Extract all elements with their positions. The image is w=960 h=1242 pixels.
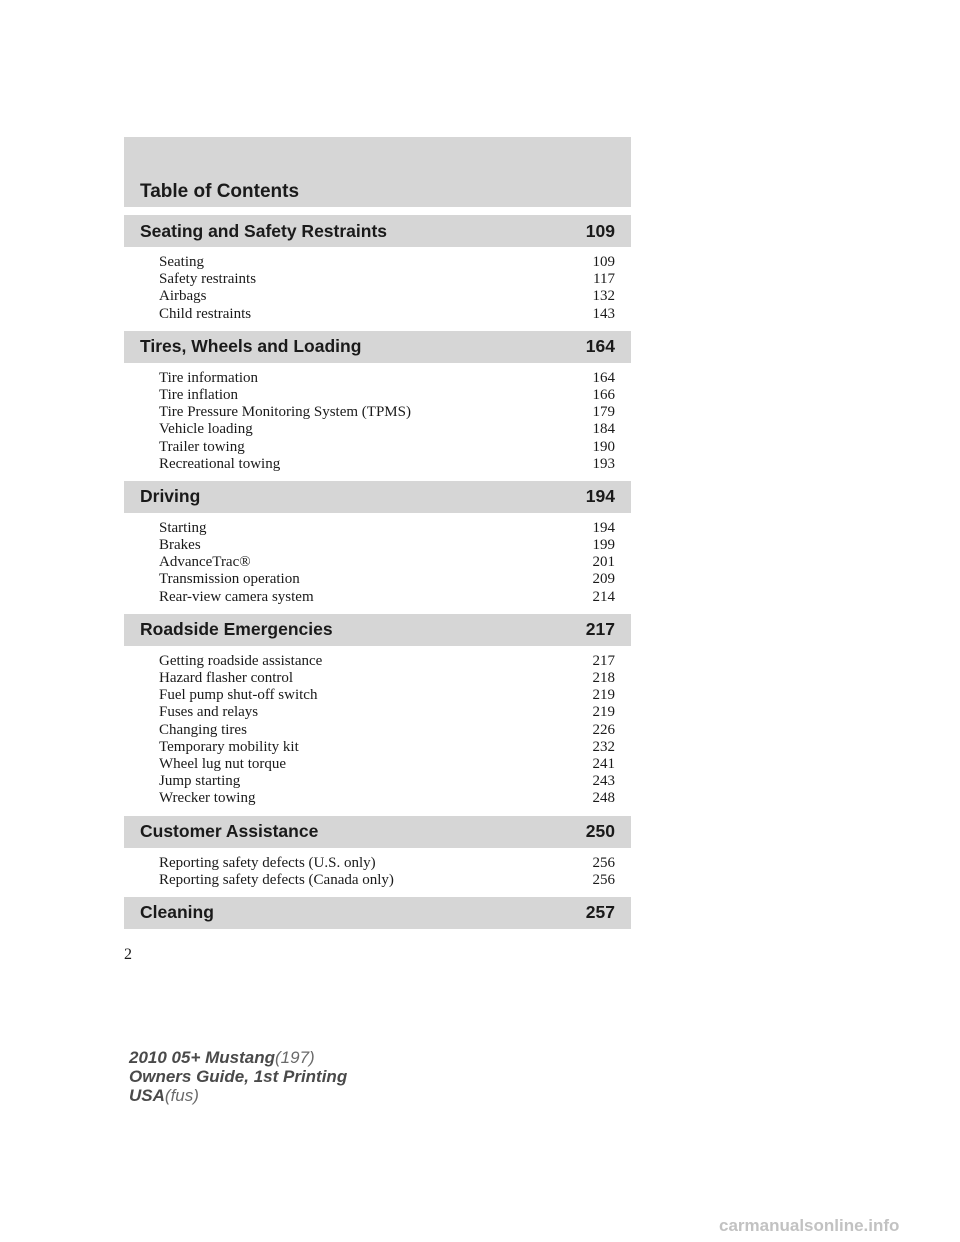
toc-entry-label: Changing tires — [159, 721, 247, 738]
toc-entry-page: 243 — [592, 773, 615, 790]
section-header[interactable] — [124, 816, 631, 848]
toc-list — [124, 215, 631, 929]
section-page: 194 — [585, 486, 615, 507]
toc-entry-label: Seating — [159, 254, 204, 270]
toc-entry-label: Vehicle loading — [159, 421, 253, 438]
section-header[interactable] — [124, 331, 631, 363]
toc-entry[interactable] — [159, 722, 615, 739]
section-header[interactable] — [124, 481, 631, 513]
toc-entry-label: Starting — [159, 519, 207, 536]
toc-entry-label: Jump starting — [159, 773, 241, 790]
section-entries — [124, 513, 631, 614]
toc-entry-page: 256 — [592, 871, 615, 888]
toc-entry[interactable] — [159, 855, 615, 872]
toc-entry[interactable] — [159, 537, 615, 554]
toc-entry-page: 248 — [592, 790, 615, 807]
toc-entry-page: 190 — [592, 438, 615, 455]
toc-entry-page: 219 — [592, 687, 615, 704]
section-title: Customer Assistance — [140, 821, 319, 841]
toc-entry-page: 256 — [592, 854, 615, 871]
toc-entry-label: Recreational towing — [159, 455, 281, 472]
toc-entry[interactable] — [159, 554, 615, 571]
footer-model-code: (197) — [275, 1048, 315, 1067]
section-title: Roadside Emergencies — [140, 619, 333, 640]
toc-entry[interactable] — [159, 306, 615, 323]
toc-entry[interactable] — [159, 520, 615, 537]
toc-entry-label: Child restraints — [159, 305, 252, 322]
section-page: 109 — [585, 220, 615, 241]
toc-entry-label: Tire Pressure Monitoring System (TPMS) — [159, 404, 411, 421]
toc-entry-label: Temporary mobility kit — [159, 738, 299, 755]
toc-entry-page: 214 — [592, 588, 615, 605]
toc-entry[interactable] — [159, 704, 615, 721]
toc-entry-label: Brakes — [159, 537, 201, 554]
section-entries — [124, 247, 631, 331]
toc-entry-page: 194 — [592, 519, 615, 536]
toc-entry-label: Transmission operation — [159, 571, 300, 588]
toc-entry[interactable] — [159, 404, 615, 421]
toc-entry[interactable] — [159, 571, 615, 588]
section-title: Driving — [140, 486, 201, 507]
section-page: 250 — [585, 821, 615, 841]
toc-entry-page: 184 — [592, 421, 615, 438]
toc-entry-label: Getting roadside assistance — [159, 652, 323, 669]
toc-entry-label: Airbags — [159, 288, 207, 305]
toc-entry-page: 226 — [592, 721, 615, 738]
toc-entry-label: Fuses and relays — [159, 704, 259, 721]
watermark: carmanualsonline.info — [719, 1216, 900, 1235]
toc-entry[interactable] — [159, 670, 615, 687]
page-title: Table of Contents — [140, 181, 300, 202]
toc-entry-label: Reporting safety defects (U.S. only) — [159, 854, 376, 871]
toc-entry[interactable] — [159, 773, 615, 790]
toc-entry-page: 218 — [592, 670, 615, 686]
toc-entry-page: 164 — [592, 369, 615, 386]
section-title: Cleaning — [140, 902, 214, 923]
toc-entry-page: 241 — [592, 755, 615, 772]
toc-entry-page: 209 — [592, 571, 615, 588]
toc-entry-page: 166 — [592, 386, 615, 403]
toc-entry-page: 217 — [592, 652, 615, 669]
section-page: 164 — [585, 336, 615, 357]
footer-edition: Owners Guide, 1st Printing — [129, 1067, 348, 1086]
toc-entry-label: AdvanceTrac® — [159, 554, 251, 571]
toc-entry-page: 219 — [592, 704, 615, 721]
toc-entry-label: Tire information — [159, 369, 259, 386]
toc-entry-label: Tire inflation — [159, 386, 239, 403]
toc-entry-page: 193 — [592, 455, 615, 472]
toc-entry[interactable] — [159, 271, 615, 288]
toc-entry-label: Trailer towing — [159, 438, 245, 455]
print-footer — [129, 1048, 347, 1105]
footer-market-code: (fus) — [164, 1086, 199, 1105]
toc-entry-label: Wrecker towing — [159, 790, 256, 807]
toc-entry-page: 201 — [592, 554, 615, 571]
toc-entry[interactable] — [159, 387, 615, 404]
section-entries — [124, 848, 631, 897]
section-page: 217 — [585, 619, 615, 640]
toc-entry-label: Reporting safety defects (Canada only) — [159, 871, 394, 888]
toc-entry[interactable] — [159, 790, 615, 807]
section-header[interactable] — [124, 215, 631, 247]
toc-entry-label: Hazard flasher control — [159, 670, 294, 686]
toc-entry-page: 232 — [592, 738, 615, 755]
section-page: 257 — [585, 902, 615, 923]
toc-header — [124, 137, 631, 207]
toc-entry[interactable] — [159, 872, 615, 889]
toc-entry[interactable] — [159, 687, 615, 704]
toc-entry-page: 109 — [592, 254, 615, 270]
section-header[interactable] — [124, 614, 631, 646]
toc-entry[interactable] — [159, 653, 615, 670]
page-number: 2 — [124, 946, 132, 963]
toc-entry[interactable] — [159, 288, 615, 305]
toc-entry[interactable] — [159, 589, 615, 606]
toc-entry[interactable] — [159, 370, 615, 387]
toc-entry[interactable] — [159, 739, 615, 756]
toc-entry-page: 132 — [592, 288, 615, 305]
toc-entry[interactable] — [159, 254, 615, 271]
toc-entry-page: 199 — [592, 537, 615, 554]
toc-entry[interactable] — [159, 439, 615, 456]
toc-entry-label: Wheel lug nut torque — [159, 755, 287, 772]
footer-model: 2010 05+ Mustang — [129, 1048, 275, 1067]
toc-entry[interactable] — [159, 421, 615, 438]
section-title: Tires, Wheels and Loading — [140, 336, 362, 357]
section-entries — [124, 363, 631, 481]
section-title: Seating and Safety Restraints — [140, 220, 388, 241]
toc-entry[interactable] — [159, 756, 615, 773]
toc-entry-page: 179 — [592, 404, 615, 421]
toc-entry-label: Rear-view camera system — [159, 588, 314, 605]
toc-entry-label: Fuel pump shut-off switch — [159, 687, 318, 704]
toc-entry[interactable] — [159, 456, 615, 473]
section-header[interactable] — [124, 897, 631, 929]
section-entries — [124, 646, 631, 816]
toc-entry-label: Safety restraints — [159, 271, 257, 288]
toc-entry-page: 143 — [592, 305, 615, 322]
toc-entry-page: 117 — [593, 271, 615, 288]
footer-market: USA — [129, 1086, 165, 1105]
